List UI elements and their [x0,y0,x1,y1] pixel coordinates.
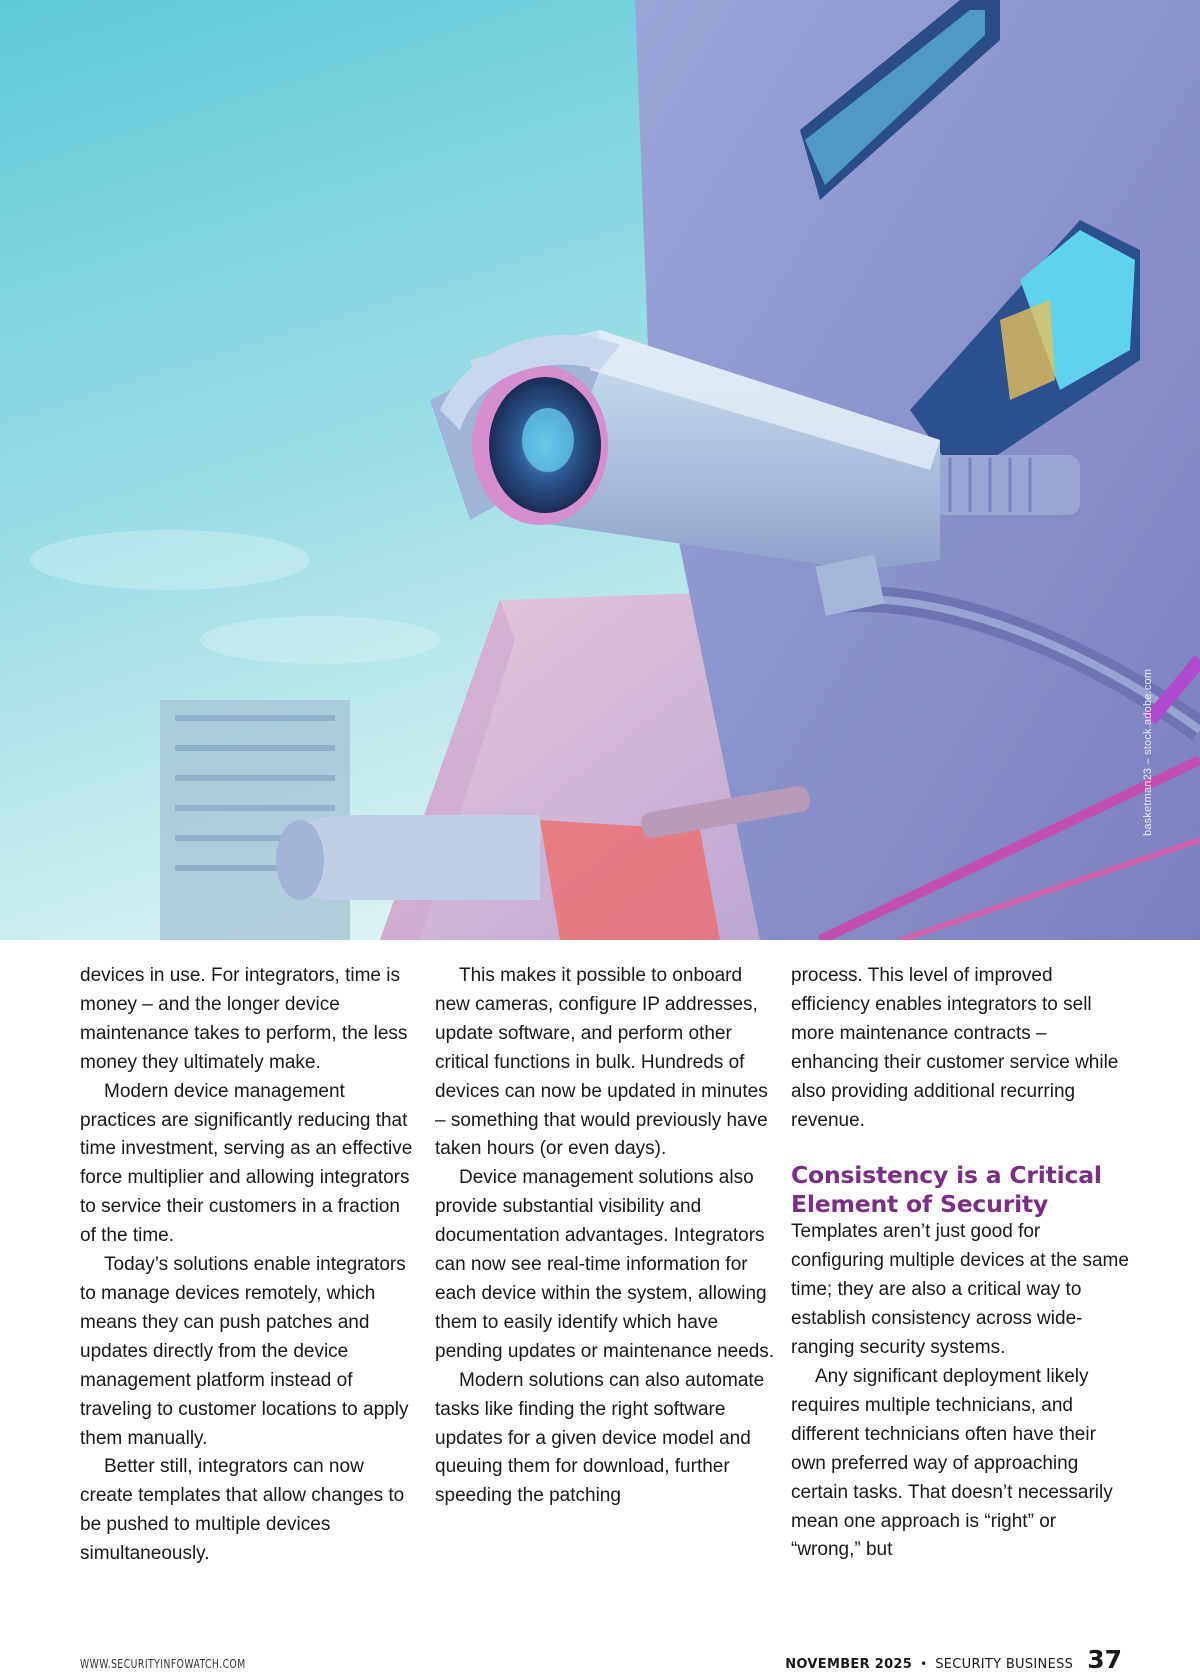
paragraph: Today’s solutions enable integrators to manage devices remotely, which means they can push patches and updates directly from the device management platform instead of traveling to customer locations to apply them manually. [80,1254,409,1449]
paragraph: process. This level of improved efficiency enables integrators to sell more maintenance contracts – enhancing their customer service while also providing additional recurring revenue. [791,965,1119,1131]
paragraph: Templates aren’t just good for configuring multiple devices at the same time; they are also a critical way to establish consistency across wide-ranging security systems. [791,1221,1129,1359]
photo-credit: basketman23 – stock.adobe.com [1142,668,1154,836]
paragraph: Modern device management practices are significantly reducing that time investment, serving as an effective force multiplier and allowing integrators to service their customers in a fraction of the time. [80,1080,413,1247]
paragraph: This makes it possible to onboard new cameras, configure IP addresses, update software, and perform other critical functions in bulk. Hundreds of devices can now be updated in minutes – something that would previously have taken hours (or even days). [435,965,768,1160]
footer-website: WWW.SECURITYINFOWATCH.COM [80,1656,246,1671]
footer-folio [785,1645,1122,1674]
paragraph: Better still, integrators can now create templates that allow changes to be pushed to multiple devices simultaneously. [80,1456,405,1565]
footer-magazine-name: SECURITY BUSINESS [935,1657,1074,1672]
paragraph: Any significant deployment likely requires multiple technicians, and different technicians often have their own preferred way of approaching certain tasks. That doesn’t necessarily mean one approach is “right” or “wrong,” but [791,1365,1113,1561]
paragraph: Device management solutions also provide substantial visibility and documentation advantages. Integrators can now see real-time information for each device within the system, allowing them to easily identify which have pending updates or maintenance needs. [435,1167,775,1362]
article-column-3 [791,962,1131,1565]
footer-separator: • [920,1657,928,1671]
footer-issue-date: NOVEMBER 2025 [785,1657,913,1672]
page-number: 37 [1087,1645,1122,1674]
paragraph: devices in use. For integrators, time is money – and the longer device maintenance takes to perform, the less money they ultimately make. [80,965,408,1073]
article-column-1 [80,962,420,1569]
paragraph: Modern solutions can also automate tasks like finding the right software updates for a given device model and queuing them for download, further speeding the patching [435,1369,765,1507]
article-column-2 [435,962,775,1511]
section-subhead: Consistency is a Critical Element of Security [791,1161,1102,1218]
